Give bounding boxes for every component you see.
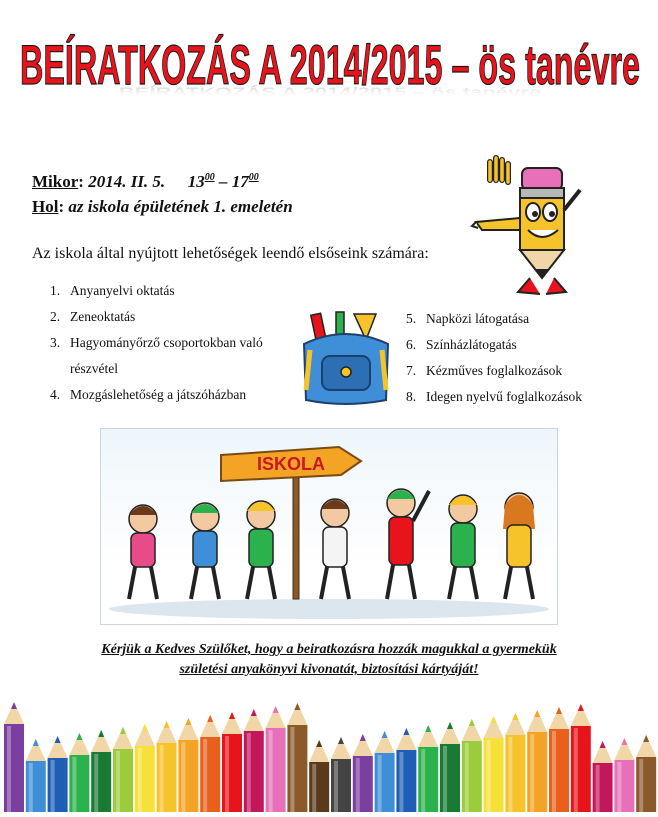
pencil-decoration [396,728,416,812]
colored-pencils-border [0,688,658,812]
pencil-decoration [91,730,111,812]
pencil-decoration [309,740,329,812]
pencil-decoration [178,718,198,812]
item-number: 5. [406,311,417,326]
note-line-1: Kérjük a Kedves Szülőket, hogy a beiratkozásra hozzák magukkal a gyermekük [101,642,557,657]
item-text: Napközi látogatása [426,311,530,326]
item-text: Zeneoktatás [70,309,136,324]
sign-text: ISKOLA [256,454,326,474]
list-item [50,382,263,408]
pencil-decoration [4,702,24,812]
item-number: 3. [50,335,61,350]
list-item [406,384,582,410]
pencil-decoration [375,731,395,812]
children-walking-illustration [100,428,558,625]
list-item [406,332,582,358]
start-min: 00 [204,172,215,183]
item-text: Idegen nyelvű foglalkozások [426,389,582,404]
child-figure [321,499,349,599]
child-figure [247,501,275,599]
pencil-decoration [484,716,504,812]
schoolbag-illustration [296,310,396,408]
pencil-decoration [26,739,46,812]
when-date: 2014. II. 5. [88,172,166,191]
child-figure [503,493,535,599]
list-item [50,330,263,356]
item-number: 4. [50,387,61,402]
pencil-decoration [462,719,482,812]
offers-list-right [406,306,582,410]
item-number: 2. [50,309,61,324]
when-line: Mikor: 2014. II. 5. $13^{00} - 17^{00}$ [32,172,259,191]
item-number: 8. [406,389,417,404]
offers-list-left [50,278,263,408]
pencil-decoration [266,706,286,812]
pencil-decoration [571,704,591,812]
pencil-decoration [593,741,613,812]
pencil-decoration [549,707,569,812]
pencil-decoration [418,725,438,812]
where-line: Hol: az iskola épületének 1. emeletén [32,197,293,216]
where-value: az iskola épületének 1. emeletén [68,197,293,216]
pencil-decoration [636,735,656,812]
list-item-continuation [50,356,263,382]
when-label: Mikor [32,172,79,191]
item-text: Mozgáslehetőség a játszóházban [70,387,247,402]
poster-title [10,6,650,116]
pencil-decoration [440,722,460,812]
pencil-decoration [113,727,133,812]
pencil-decoration [244,709,264,812]
child-figure [387,489,429,599]
pencil-decoration [222,712,242,812]
time-dash: – [218,172,228,191]
pencil-decoration [200,715,220,812]
pencil-decoration [505,713,525,812]
pencil-mascot-illustration [470,150,610,300]
child-figure [129,505,157,599]
title-text: BEÍRATKOZÁS A 2014/2015 – ös tanévre [20,33,640,96]
pencil-decoration [48,736,68,812]
parents-note [0,640,658,680]
end-min: 00 [248,172,259,183]
item-text: Kézműves foglalkozások [426,363,563,378]
item-number: 6. [406,337,417,352]
pencil-decoration [287,703,307,812]
start-hour: 13 [187,172,205,191]
item-text: Anyanyelvi oktatás [70,283,175,298]
item-text: Hagyományőrző csoportokban való [70,335,263,350]
item-text-continuation: részvétel [70,361,118,376]
list-item [406,306,582,332]
pencil-decoration [69,733,89,812]
pencil-decoration [614,738,634,812]
list-item [50,304,263,330]
offers-intro: Az iskola által nyújtott lehetőségek leendő elsőseink számára: [32,245,429,262]
pencil-decoration [135,724,155,812]
item-number: 1. [50,283,61,298]
title-reflection: BEÍRATKOZÁS A 2014/2015 – ös tanévre [118,84,542,99]
pencil-decoration [331,737,351,812]
list-item [406,358,582,384]
pencil-decoration [353,734,373,812]
child-figure [191,503,219,599]
pencil-decoration [527,710,547,812]
list-item [50,278,263,304]
item-text: Színházlátogatás [426,337,517,352]
child-figure [449,495,477,599]
item-number: 7. [406,363,417,378]
pencil-decoration [157,721,177,812]
end-hour: 17 [231,172,249,191]
note-line-2: születési anyakönyvi kivonatát, biztosítási kártyáját! [179,662,479,677]
where-label: Hol [32,197,59,216]
